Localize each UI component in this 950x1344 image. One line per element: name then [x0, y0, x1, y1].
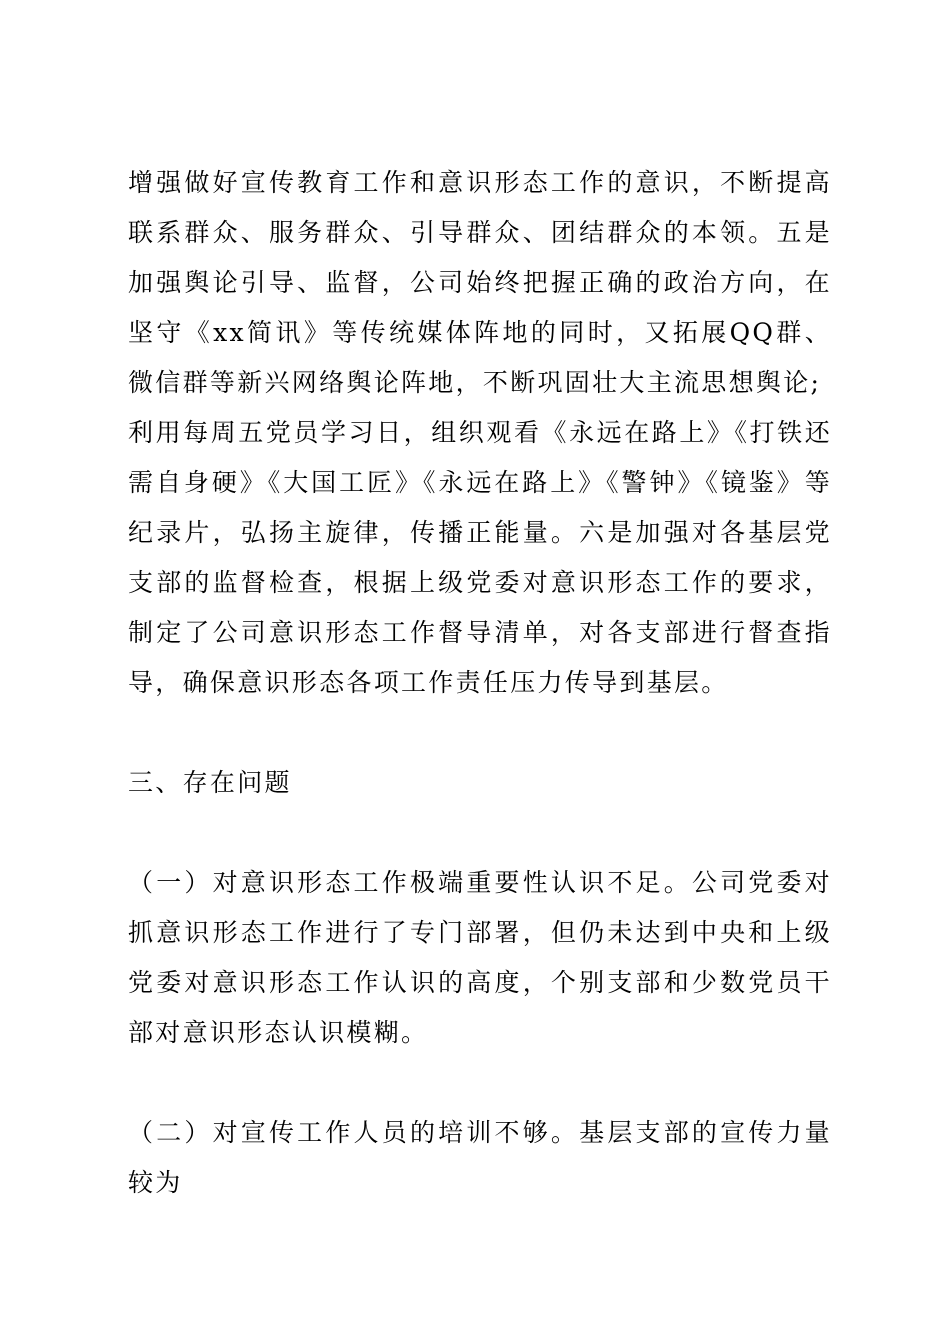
paragraph-study-day: 利用每周五党员学习日，组织观看《永远在路上》《打铁还需自身硬》《大国工匠》《永远在路上》《警钟》《镜鉴》等纪录片，弘扬主旋律，传播正能量。六是加强对各基层党支部的监督检查，根据上级党委对意识形态工作的要求，制定了公司意识形态工作督导清单，对各支部进行督查指导，确保意识形态各项工作责任压力传导到基层。	[128, 418, 832, 697]
paragraph-spacer	[128, 708, 832, 758]
paragraph-problem-two: （二）对宣传工作人员的培训不够。基层支部的宣传力量较为	[128, 1118, 832, 1197]
section-heading-problems: 三、存在问题	[128, 768, 292, 797]
paragraph-spacer	[128, 1058, 832, 1108]
paragraph-publicity-education: 增强做好宣传教育工作和意识形态工作的意识，不断提高联系群众、服务群众、引导群众、团结群众的本领。五是加强舆论引导、监督，公司始终把握正确的政治方向，在坚守《xx简讯》等传统媒体阵地的同时，又拓展QQ群、微信群等新兴网络舆论阵地，不断巩固壮大主流思想舆论;	[128, 168, 832, 397]
document-body	[128, 158, 832, 1208]
paragraph-spacer	[128, 808, 832, 858]
paragraph-problem-one: （一）对意识形态工作极端重要性认识不足。公司党委对抓意识形态工作进行了专门部署，但仍未达到中央和上级党委对意识形态工作认识的高度，个别支部和少数党员干部对意识形态认识模糊。	[128, 868, 832, 1047]
